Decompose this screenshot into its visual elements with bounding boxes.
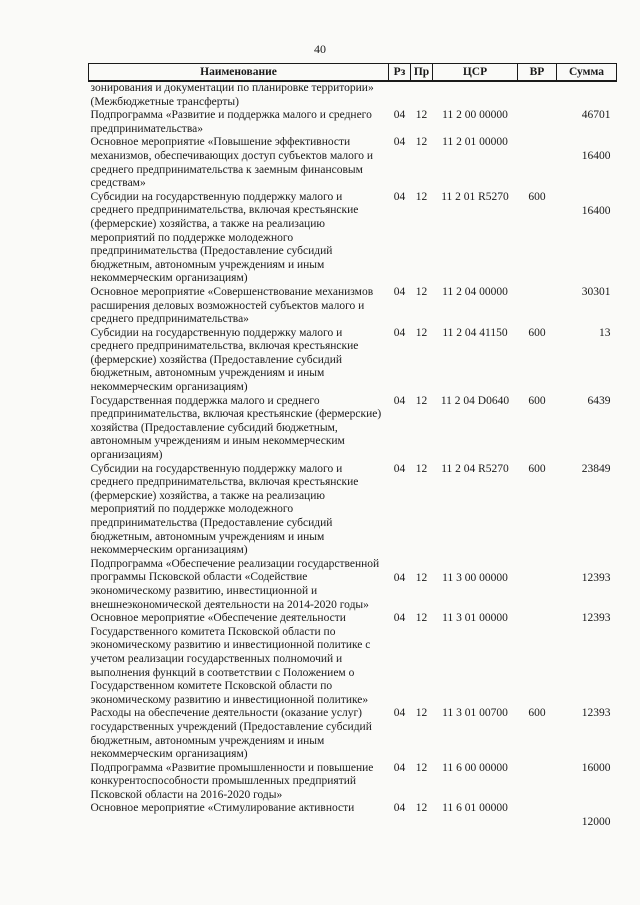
row-rz: 04 xyxy=(393,571,406,584)
row-pr: 12 xyxy=(415,109,428,122)
row-rz: 04 xyxy=(393,394,406,407)
row-sum: 6439 xyxy=(587,394,611,407)
row-vr: 600 xyxy=(528,190,546,203)
row-rz xyxy=(389,81,411,109)
row-pr: 12 xyxy=(415,707,428,720)
row-csr: 11 2 04 00000 xyxy=(442,285,508,298)
row-name: Основное мероприятие «Стимулирование активности xyxy=(90,802,355,815)
row-name: Субсидии на государственную поддержку малого и среднего предпринимательства, включая крестьянские (фермерские) хозяйства, а также на реализацию мероприятий по поддержке молодежного предпринимательства (Предоставление субсидий бюджетным, автономным учреждениям и иным некоммерческим организациям) xyxy=(90,190,359,285)
row-vr xyxy=(518,612,557,707)
table-row xyxy=(89,327,617,395)
header-vr: ВР xyxy=(518,64,557,82)
row-sum: 46701 xyxy=(581,109,611,122)
row-vr: 600 xyxy=(528,326,546,339)
row-rz: 04 xyxy=(393,802,406,815)
row-rz: 04 xyxy=(393,462,406,475)
row-name: Подпрограмма «Развитие промышленности и повышение конкурентоспособности промышленных предприятий Псковской области на 2016-2020 годы» xyxy=(90,761,374,801)
row-pr: 12 xyxy=(415,612,428,625)
row-vr xyxy=(518,286,557,327)
row-rz: 04 xyxy=(393,190,406,203)
row-sum: 12393 xyxy=(581,612,611,625)
row-sum: 23849 xyxy=(581,462,611,475)
row-pr: 12 xyxy=(415,285,428,298)
row-csr: 11 2 00 00000 xyxy=(442,109,508,122)
table-row xyxy=(89,612,617,707)
row-sum xyxy=(557,81,617,109)
row-csr: 11 3 01 00000 xyxy=(442,612,508,625)
header-pr: Пр xyxy=(411,64,433,82)
row-pr: 12 xyxy=(415,802,428,815)
page-number: 40 xyxy=(314,42,326,56)
row-sum: 12393 xyxy=(581,707,611,720)
row-sum: 12393 xyxy=(581,571,611,584)
row-name: Расходы на обеспечение деятельности (оказание услуг) государственных учреждений (Предоставление субсидий бюджетным, автономным учреждениям и иным некоммерческим организациям) xyxy=(90,707,372,761)
row-sum: 13 xyxy=(599,326,611,339)
row-sum: 30301 xyxy=(581,285,611,298)
table-row xyxy=(89,558,617,612)
row-name: зонирования и документации по планировке территории» (Межбюджетные трансферты) xyxy=(90,82,374,108)
row-pr: 12 xyxy=(415,462,428,475)
row-vr xyxy=(518,136,557,190)
row-csr: 11 2 01 00000 xyxy=(442,136,508,149)
row-name: Субсидии на государственную поддержку малого и среднего предпринимательства, включая крестьянские (фермерские) хозяйства (Предоставление субсидий бюджетным, автономным учреждениям и иным некоммерческим организациям) xyxy=(90,326,359,394)
row-vr: 600 xyxy=(528,707,546,720)
row-csr: 11 2 04 R5270 xyxy=(441,462,509,475)
row-name: Основное мероприятие «Обеспечение деятельности Государственного комитета Псковской области по экономическому развитию и инвестиционной политике с учетом реализации государственных полномочий и выполнения функций в соответствии с Положением о Государственном комитете Псковской области по экономическому развитию и инвестиционной политике» xyxy=(90,612,371,706)
header-name: Наименование xyxy=(89,64,389,82)
row-name: Субсидии на государственную поддержку малого и среднего предпринимательства, включая крестьянские (фермерские) хозяйства, а также на реализацию мероприятий по поддержке молодежного предпринимательства (Предоставление субсидий бюджетным, автономным учреждениям и иным некоммерческим организациям) xyxy=(90,462,359,557)
row-rz: 04 xyxy=(393,285,406,298)
row-pr: 12 xyxy=(415,136,428,149)
row-pr: 12 xyxy=(415,761,428,774)
row-name: Основное мероприятие «Повышение эффективности механизмов, обеспечивающих доступ субъектов малого и среднего предпринимательства к заемным финансовым средствам» xyxy=(90,136,374,190)
row-csr: 11 3 01 00700 xyxy=(442,707,508,720)
table-row xyxy=(89,395,617,463)
table-row xyxy=(89,762,617,803)
table-header xyxy=(89,64,617,82)
row-csr: 11 2 04 D0640 xyxy=(440,394,510,407)
row-vr: 600 xyxy=(528,394,546,407)
row-sum: 16400 xyxy=(581,204,611,217)
table-row xyxy=(89,191,617,286)
row-rz: 04 xyxy=(393,136,406,149)
row-csr: 11 6 01 00000 xyxy=(442,802,508,815)
budget-table xyxy=(88,63,617,830)
row-pr: 12 xyxy=(415,326,428,339)
budget-table-container xyxy=(88,63,616,830)
header-csr: ЦСР xyxy=(433,64,518,82)
row-sum: 16000 xyxy=(581,761,611,774)
row-csr: 11 2 04 41150 xyxy=(442,326,508,339)
table-row xyxy=(89,109,617,136)
row-vr xyxy=(518,81,557,109)
row-vr: 600 xyxy=(528,462,546,475)
header-sum: Сумма xyxy=(557,64,617,82)
row-csr: 11 2 01 R5270 xyxy=(441,190,509,203)
row-rz: 04 xyxy=(393,707,406,720)
row-pr: 12 xyxy=(415,394,428,407)
table-row xyxy=(89,707,617,761)
row-pr: 12 xyxy=(415,571,428,584)
header-rz: Рз xyxy=(389,64,411,82)
row-name: Подпрограмма «Развитие и поддержка малого и среднего предпринимательства» xyxy=(90,109,372,135)
row-rz: 04 xyxy=(393,326,406,339)
row-vr xyxy=(518,109,557,136)
row-name: Основное мероприятие «Совершенствование механизмов расширения деловых возможностей субъектов малого и среднего предпринимательства» xyxy=(90,285,374,326)
table-row xyxy=(89,286,617,327)
table-body xyxy=(89,81,617,830)
table-row xyxy=(89,136,617,190)
table-row xyxy=(89,81,617,109)
row-rz: 04 xyxy=(393,612,406,625)
row-csr xyxy=(433,81,518,109)
row-pr: 12 xyxy=(415,190,428,203)
row-name: Государственная поддержка малого и среднего предпринимательства, включая крестьянские (фермерские) хозяйства (Предоставление субсидий бюджетным, автономным учреждениям и иным некоммерческим организациям) xyxy=(90,394,382,462)
table-row xyxy=(89,802,617,830)
row-vr xyxy=(518,558,557,612)
row-vr xyxy=(518,762,557,803)
row-name: Подпрограмма «Обеспечение реализации государственной программы Псковской области «Содействие экономическому развитию, инвестиционной и внешнеэкономической деятельности на 2014-2020 годы» xyxy=(90,557,380,611)
row-sum: 16400 xyxy=(581,150,611,163)
table-row xyxy=(89,463,617,558)
row-sum: 12000 xyxy=(581,816,611,829)
row-csr: 11 3 00 00000 xyxy=(442,571,508,584)
row-vr xyxy=(518,802,557,830)
row-rz: 04 xyxy=(393,109,406,122)
row-pr xyxy=(411,81,433,109)
row-rz: 04 xyxy=(393,761,406,774)
row-csr: 11 6 00 00000 xyxy=(442,761,508,774)
